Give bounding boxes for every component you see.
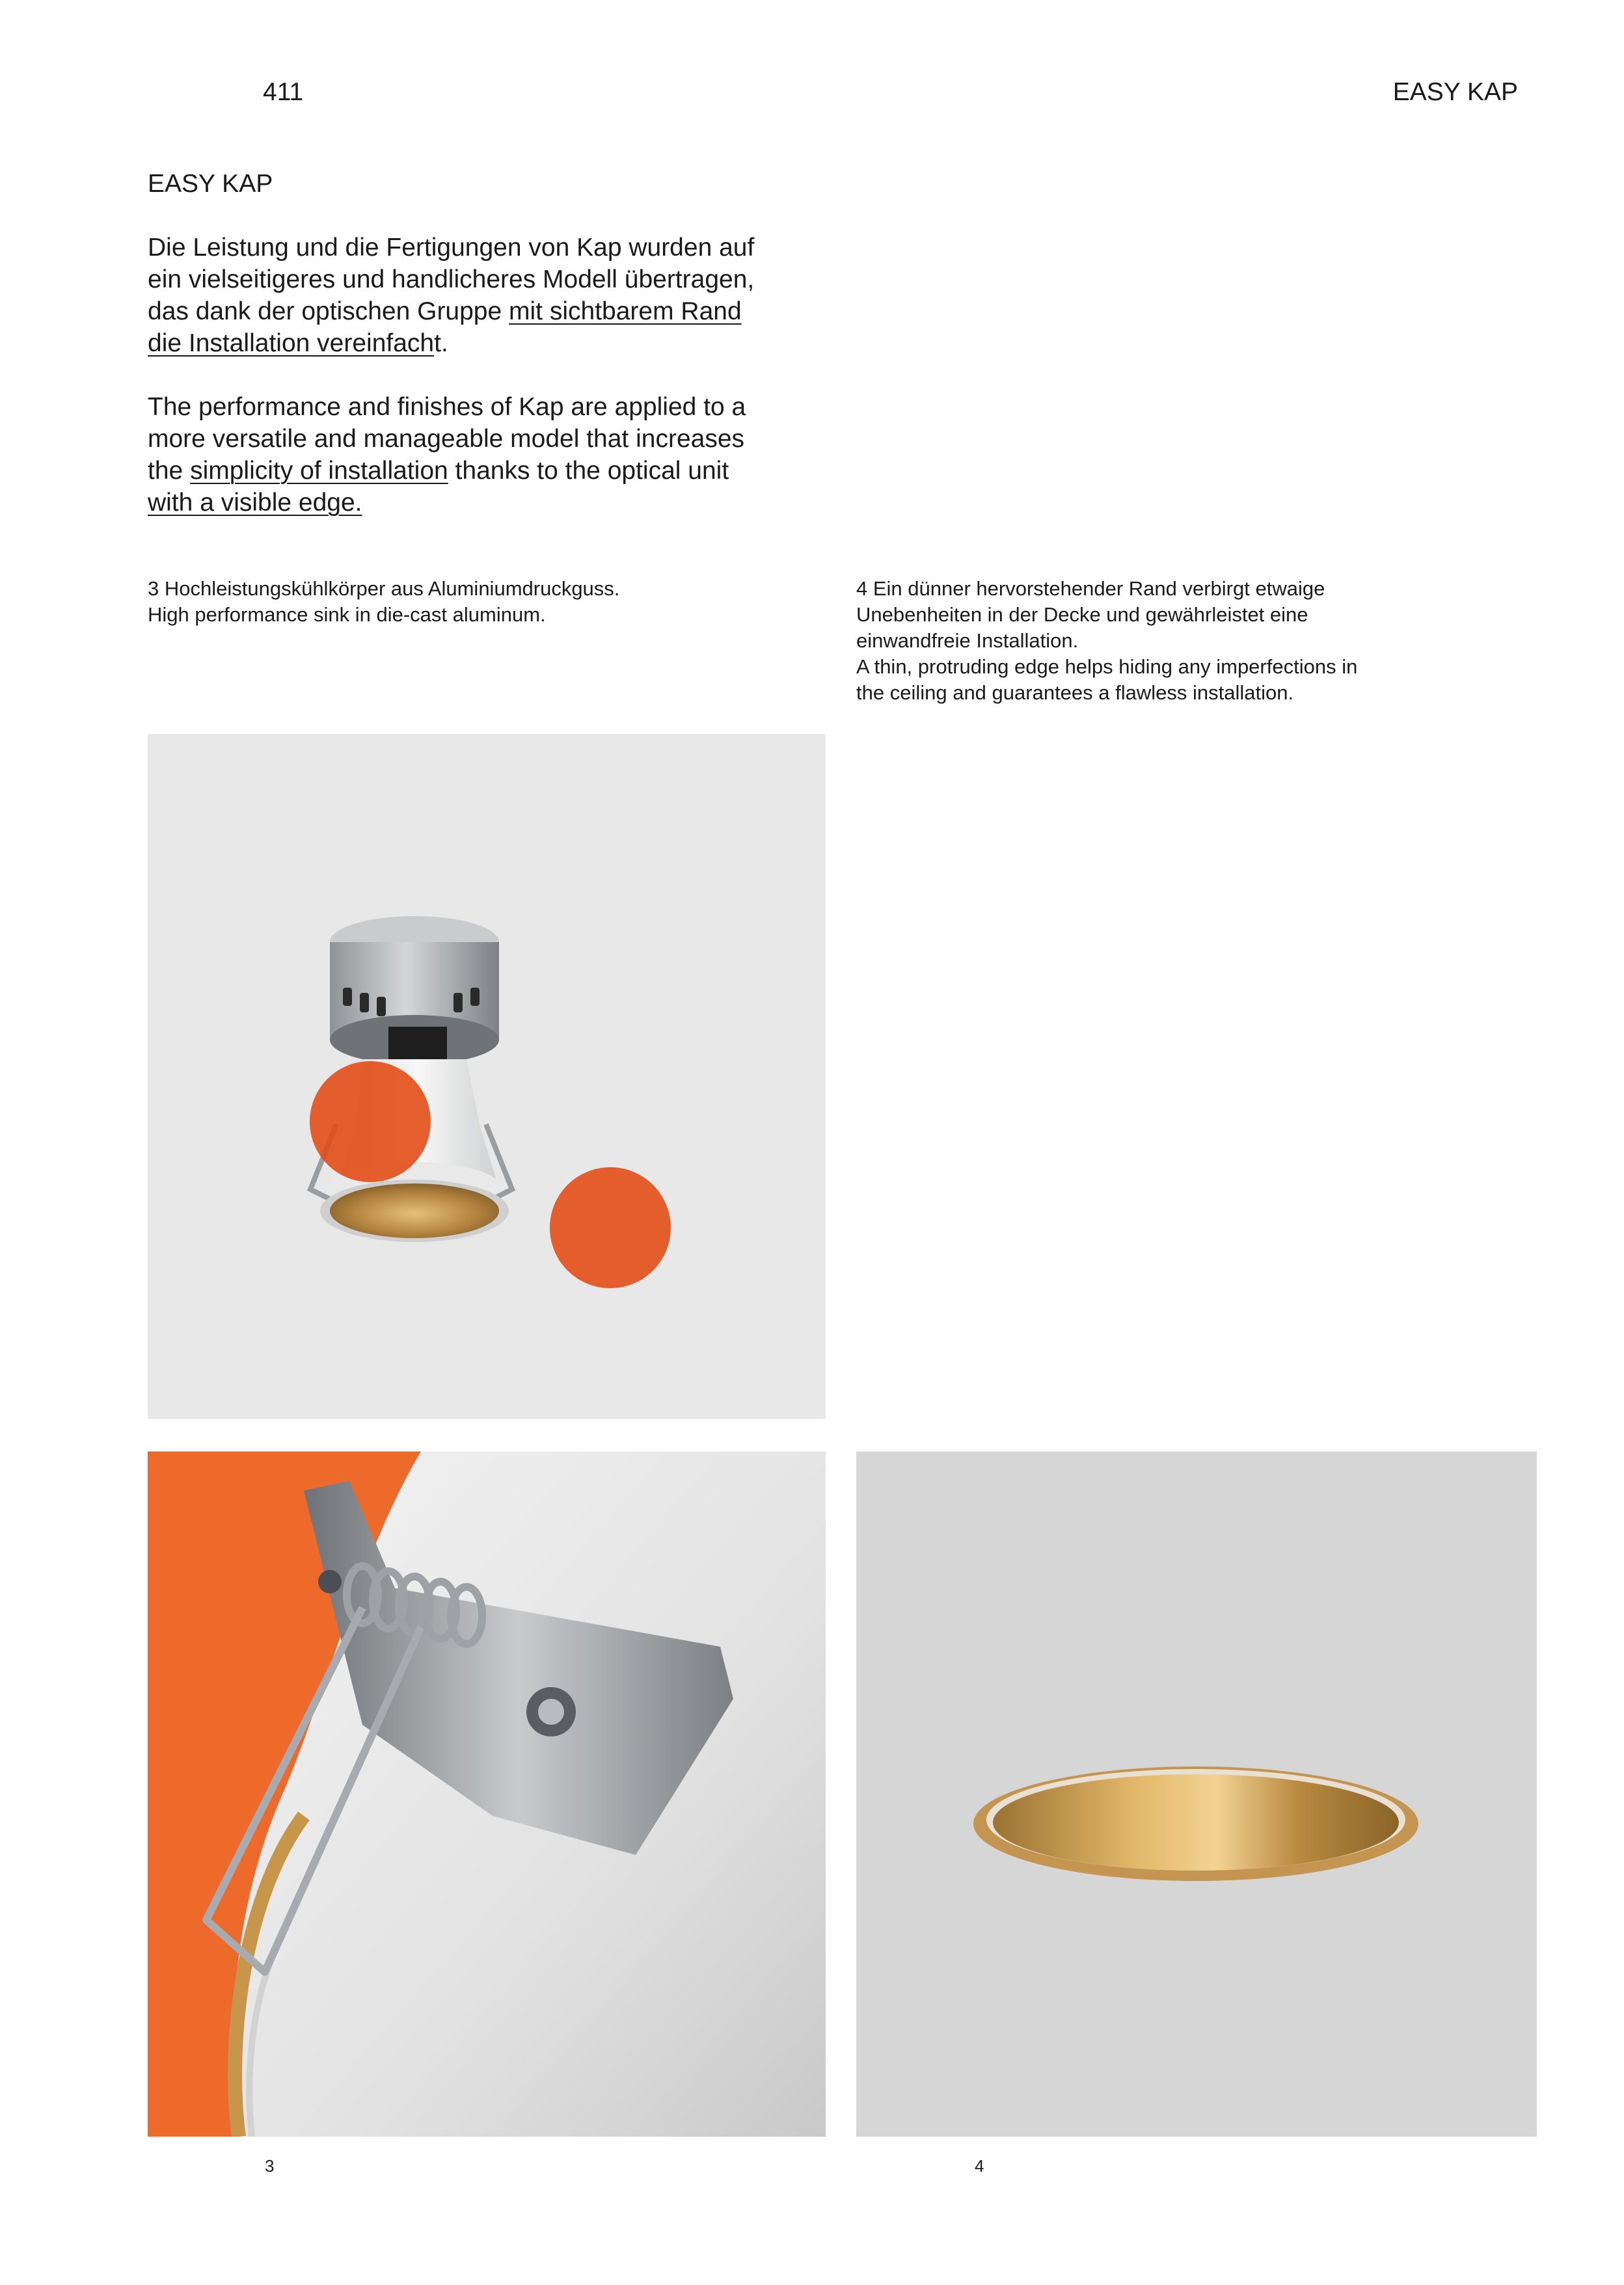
caption-3-english: High performance sink in die-cast aluminum. bbox=[148, 603, 546, 626]
intro-title: EASY KAP bbox=[148, 170, 273, 198]
downlight-illustration bbox=[148, 734, 826, 1419]
intro-english-link-1: simplicity of installation bbox=[190, 457, 448, 485]
header-product-title: EASY KAP bbox=[1392, 78, 1518, 106]
caption-4-german-line: 4 Ein dünner hervorstehender Rand verbirgt etwaige bbox=[856, 577, 1325, 600]
intro-english: The performance and finishes of Kap are applied to a more versatile and manageable model that increases the simplicity of installation thanks to the optical unit with a visible edge. bbox=[148, 393, 746, 517]
caption-4-english-line: A thin, protruding edge helps hiding any imperfections in bbox=[856, 655, 1358, 678]
intro-english-link-2: with a visible edge. bbox=[148, 489, 362, 517]
caption-4 bbox=[856, 576, 1520, 706]
product-overview-image bbox=[148, 734, 826, 1419]
caption-4-german-line: einwandfreie Installation. bbox=[856, 629, 1079, 652]
highlight-circle bbox=[550, 1167, 671, 1288]
caption-4-german-line: Unebenheiten in der Decke und gewährleistet eine bbox=[856, 603, 1308, 626]
recessed-reflector-illustration bbox=[856, 1452, 1537, 2137]
spring-clip-illustration bbox=[148, 1452, 826, 2137]
highlight-circle bbox=[310, 1061, 431, 1182]
caption-3 bbox=[148, 576, 798, 628]
figure-number-4: 4 bbox=[975, 2156, 984, 2176]
intro-text bbox=[148, 168, 759, 519]
intro-german: Die Leistung und die Fertigungen von Kap wurden auf ein vielseitigeres und handlicheres Modell übertragen, das dank der optischen Gruppe mit sichtbarem Rand die Installation vereinfacht. bbox=[148, 234, 755, 357]
ceiling-edge-image bbox=[856, 1452, 1537, 2137]
spring-clip-detail-image bbox=[148, 1452, 826, 2137]
caption-3-german: 3 Hochleistungskühlkörper aus Aluminiumdruckguss. bbox=[148, 577, 620, 600]
figure-number-3: 3 bbox=[265, 2156, 275, 2176]
gold-reflector bbox=[993, 1774, 1399, 1871]
intro-german-link: mit sichtbarem Rand die Installation vereinfach bbox=[148, 297, 742, 357]
page-number: 411 bbox=[263, 78, 304, 106]
caption-4-english-line: the ceiling and guarantees a flawless installation. bbox=[856, 681, 1294, 704]
